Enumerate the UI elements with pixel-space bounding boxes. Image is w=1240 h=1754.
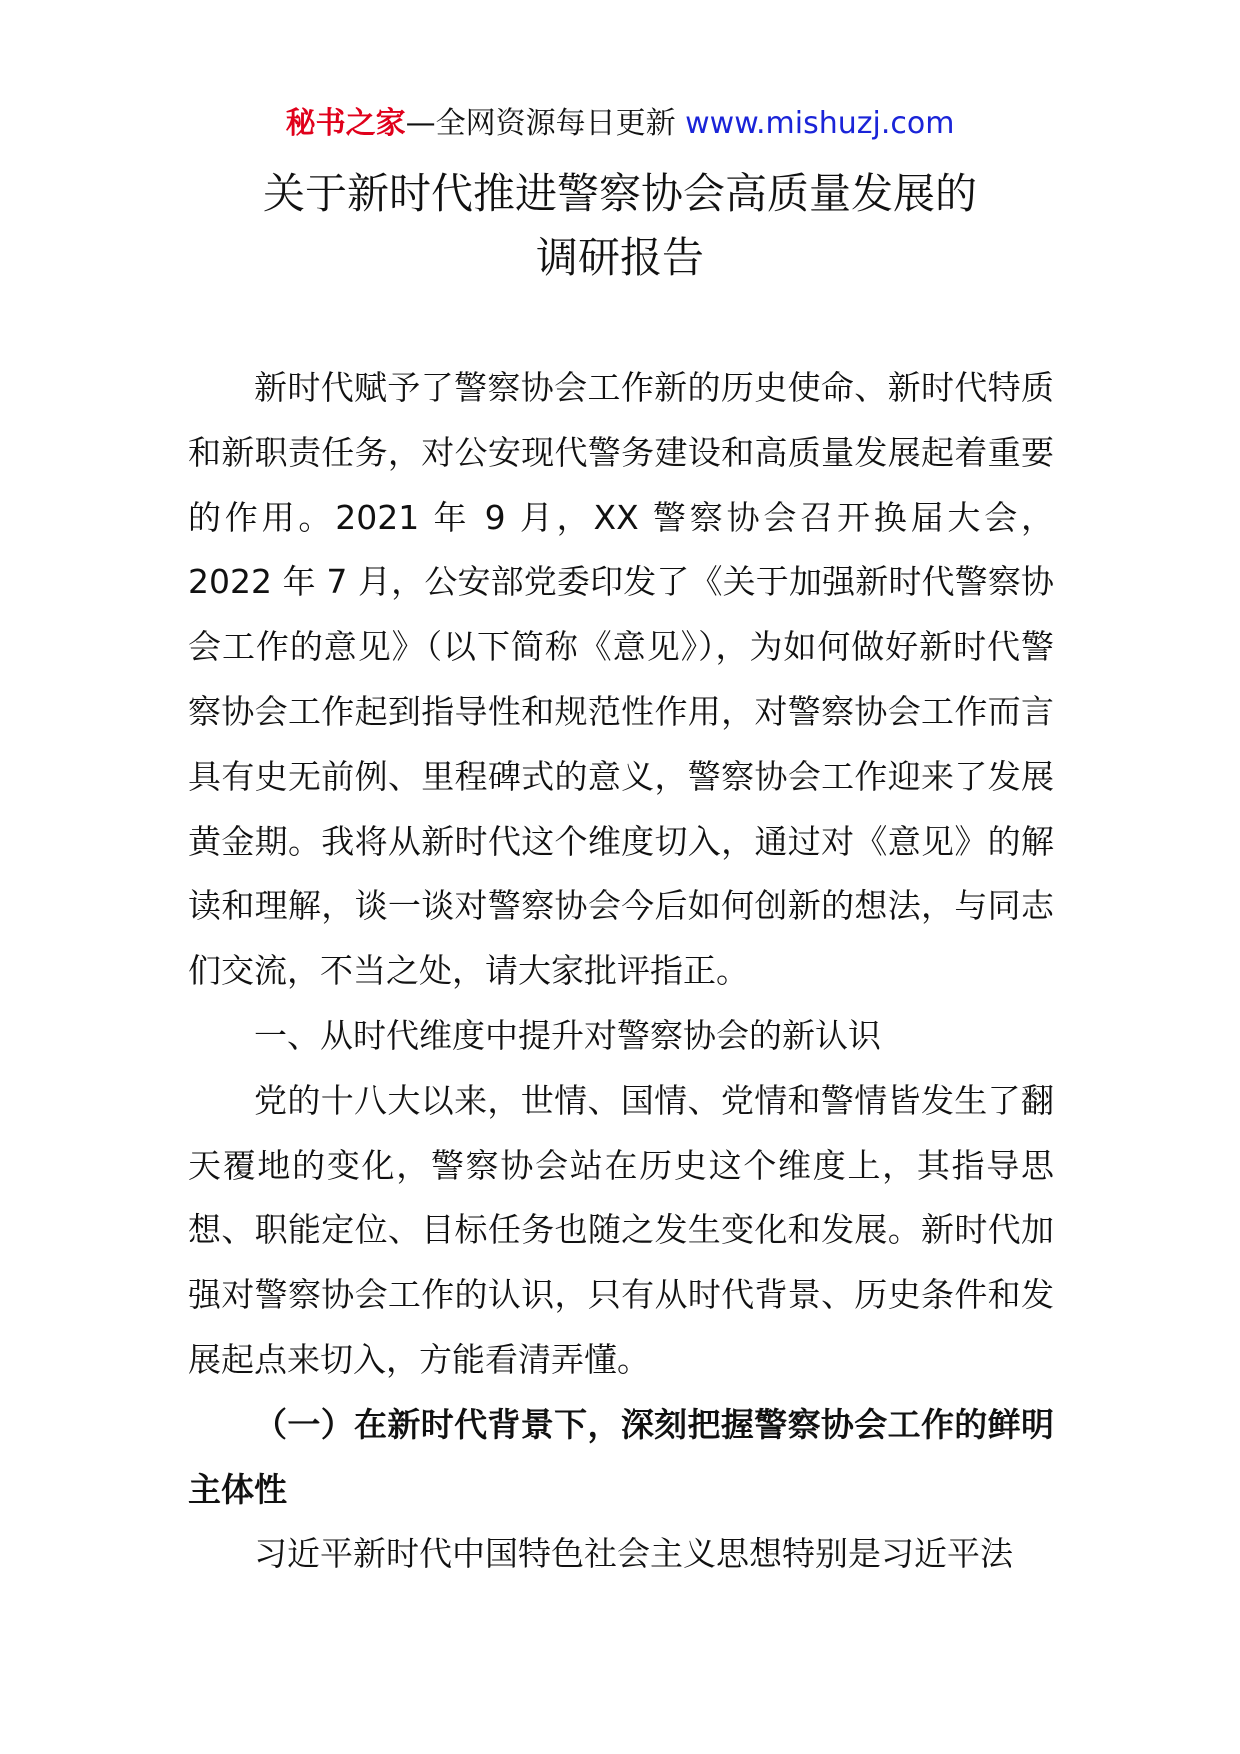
header-slogan: —全网资源每日更新 (405, 106, 676, 141)
document-body (188, 356, 1054, 1587)
brand-name: 秘书之家 (285, 106, 406, 141)
title-line-1: 关于新时代推进警察协会高质量发展的 (262, 169, 977, 218)
body-paragraph: 党的十八大以来，世情、国情、党情和警情皆发生了翻天覆地的变化，警察协会站在历史这个维度上，其指导思想、职能定位、目标任务也随之发生变化和发展。新时代加强对警察协会工作的认识，只有从时代背景、历史条件和发展起点来切入，方能看清弄懂。 (188, 1080, 1054, 1379)
watermark-header (0, 100, 1240, 148)
intro-paragraph: 新时代赋予了警察协会工作新的历史使命、新时代特质和新职责任务，对公安现代警务建设和高质量发展起着重要的作用。2021 年 9 月，XX 警察协会召开换届大会，2022 年 7 月，公安部党委印发了《关于加强新时代警察协会工作的意见》（以下简称《意见》），为如何做好新时代警察协会工作起到指导性和规范性作用，对警察协会工作而言具有史无前例、里程碑式的意义，警察协会工作迎来了发展黄金期。我将从新时代这个维度切入，通过对《意见》的解读和理解，谈一谈对警察协会今后如何创新的想法，与同志们交流，不当之处，请大家批评指正。 (188, 368, 1054, 991)
subsection-heading-1: （一）在新时代背景下，深刻把握警察协会工作的鲜明主体性 (188, 1404, 1054, 1509)
body-paragraph: 习近平新时代中国特色社会主义思想特别是习近平法 (254, 1534, 1013, 1574)
section-heading-1: 一、从时代维度中提升对警察协会的新认识 (254, 1015, 881, 1055)
site-url-link[interactable]: www.mishuzj.com (685, 106, 955, 141)
document-title (0, 162, 1240, 290)
title-line-2: 调研报告 (535, 233, 704, 282)
